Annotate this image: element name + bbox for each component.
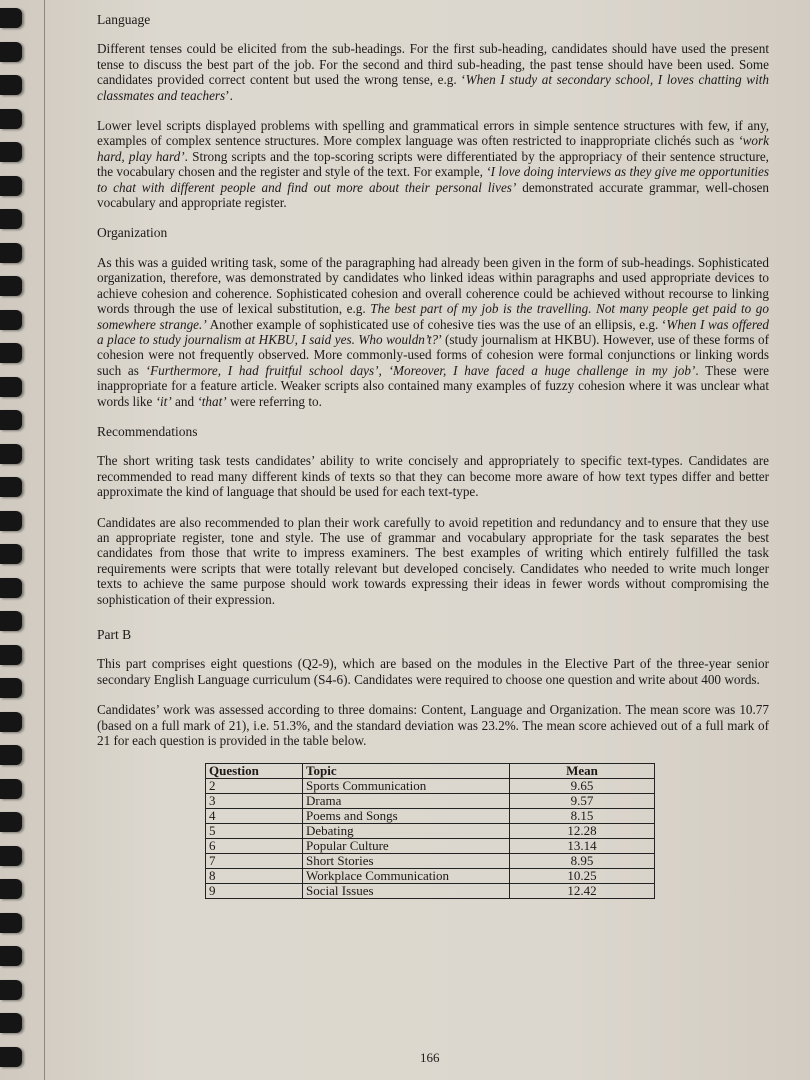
binding-ring [0, 8, 22, 28]
text-run: Lower level scripts displayed problems with spelling and grammatical errors in simple sentence structures with few, if any, examples of complex sentence structures. More complex language was often restricted to inappropriate clichés such as [97, 118, 769, 149]
table-row [206, 779, 655, 794]
quoted-example: The best part of my job is the travelling. Not many people get paid to go somewhere strange.’ [97, 301, 769, 332]
text-run: . Strong scripts and the top-scoring scripts were differentiated by the appropriacy of their sentence structure, the vocabulary chosen and the register and style of the text. For example, [97, 148, 769, 180]
topic-cell: Poems and Songs [303, 809, 510, 824]
spiral-binding [0, 0, 48, 1080]
binding-ring [0, 812, 22, 832]
table-header: Topic [303, 764, 510, 779]
text-run: demonstrated accurate grammar, well-chosen vocabulary and appropriate register. [97, 179, 769, 211]
binding-ring [0, 1013, 22, 1033]
question-cell: 3 [206, 794, 303, 809]
topic-cell: Social Issues [303, 884, 510, 899]
binding-ring [0, 1047, 22, 1067]
table-header: Mean [510, 764, 655, 779]
binding-ring [0, 176, 22, 196]
table-header: Question [206, 764, 303, 779]
paragraph [97, 702, 769, 748]
topic-cell: Workplace Communication [303, 869, 510, 884]
binding-ring [0, 276, 22, 296]
binding-ring [0, 142, 22, 162]
text-run: . These were inappropriate for a feature article. Weaker scripts also contained many examples of fuzzy cohesion where it was unclear what words like [97, 362, 769, 409]
table-row [206, 839, 655, 854]
section-heading: Part B [97, 627, 132, 642]
mean-cell: 13.14 [510, 839, 655, 854]
section-heading: Recommendations [97, 423, 198, 439]
binding-ring [0, 678, 22, 698]
quoted-example: ‘work hard, play hard’ [97, 133, 769, 164]
text-run: ’ (study journalism at HKBU). However, use of these forms of cohesion were not frequently observed. More commonly-used forms of cohesion were formal conjunctions or linking words such as [97, 331, 769, 378]
mean-cell: 12.42 [510, 884, 655, 899]
binding-ring [0, 712, 22, 732]
text-run: As this was a guided writing task, some of the paragraphing had already been given in the form of sub-headings. Sophisticated organization, therefore, was demonstrated by candidates who linked ideas within paragraphs and used appropriate devices to achieve cohesion and coherence. Sophisticated cohesion and overall coherence could be achieved without recourse to linking words through the use of lexical substitution, e.g. [97, 254, 769, 317]
mean-cell: 12.28 [510, 824, 655, 839]
binding-ring [0, 75, 22, 95]
question-cell: 6 [206, 839, 303, 854]
binding-ring [0, 109, 22, 129]
text-run: The short writing task tests candidates’ ability to write concisely and appropriately to specific text-types. Candidates are recommended to read many different kinds of texts so that they can become more aware of how text types differ and better approximate the kind of language that should be used for each text-type. [97, 453, 769, 500]
text-run: Candidates are also recommended to plan their work carefully to avoid repetition and redundancy and to ensure that they use an appropriate register, tone and style. The use of grammar and vocabulary appropriate for the task separates the best candidates from those that write to impress examiners. The best examples of writing which entirely fulfilled the task requirements were scripts that were totally relevant but developed concisely. Candidates who needed to write much longer texts to achieve the same purpose should work towards expressing their ideas in fewer words without compromising the sophistication of their expression. [97, 514, 769, 607]
table-row [206, 794, 655, 809]
table-row [206, 854, 655, 869]
mean-cell: 8.15 [510, 809, 655, 824]
quoted-example: ‘it’ [155, 393, 172, 409]
quoted-example: ‘I love doing interviews as they give me opportunities to chat with different people and find out more about their personal lives’ [97, 164, 770, 195]
question-cell: 4 [206, 809, 303, 824]
binding-ring [0, 611, 22, 631]
mean-cell: 8.95 [510, 854, 655, 869]
text-run: Candidates’ work was assessed according to three domains: Content, Language and Organization. The mean score was 10.77 (based on a full mark of 21), i.e. 51.3%, and the standard deviation was 23.2%. The mean score achieved out of a full mark of 21 for each question is provided in the table below. [97, 702, 769, 749]
mean-cell: 9.65 [510, 779, 655, 794]
question-cell: 9 [206, 884, 303, 899]
topic-cell: Short Stories [303, 854, 510, 869]
binding-ring [0, 879, 22, 899]
paragraph [97, 41, 769, 103]
question-cell: 5 [206, 824, 303, 839]
binding-ring [0, 511, 22, 531]
text-run: This part comprises eight questions (Q2-9), which are based on the modules in the Elective Part of the three-year senior secondary English Language curriculum (S4-6). Candidates were required to choose one question and write about 400 words. [97, 656, 769, 687]
binding-ring [0, 946, 22, 966]
quoted-example: ‘Furthermore, I had fruitful school days’, ‘Moreover, I have faced a huge challenge in my job’ [145, 362, 696, 378]
question-cell: 8 [206, 869, 303, 884]
table-row [206, 869, 655, 884]
table-row [206, 824, 655, 839]
table-row [206, 884, 655, 899]
mean-score-table [205, 763, 655, 899]
question-cell: 7 [206, 854, 303, 869]
quoted-example: ‘that’ [197, 393, 227, 409]
binding-ring [0, 343, 22, 363]
binding-ring [0, 377, 22, 397]
question-cell: 2 [206, 779, 303, 794]
binding-ring [0, 645, 22, 665]
binding-ring [0, 477, 22, 497]
section-heading: Language [97, 12, 151, 27]
topic-cell: Debating [303, 824, 510, 839]
section-heading: Organization [97, 225, 168, 241]
page-edge [44, 0, 45, 1080]
paragraph [97, 515, 769, 607]
binding-ring [0, 42, 22, 62]
paragraph [97, 255, 769, 409]
text-run: and [171, 393, 198, 409]
table-row [206, 809, 655, 824]
text-run: Different tenses could be elicited from the sub-headings. For the first sub-heading, candidates should have used the present tense to discuss the best part of the job. For the second and third sub-heading, the past tense should have been used. Some candidates provided correct content but used the wrong tense, e.g. ‘ [97, 41, 769, 88]
page-number: 166 [420, 1050, 440, 1065]
paragraph [97, 118, 769, 210]
text-run: ’. [225, 87, 233, 103]
binding-ring [0, 544, 22, 564]
paragraph [97, 656, 769, 687]
binding-ring [0, 846, 22, 866]
binding-ring [0, 410, 22, 430]
binding-ring [0, 310, 22, 330]
binding-ring [0, 209, 22, 229]
binding-ring [0, 243, 22, 263]
text-run: were referring to. [226, 393, 322, 409]
quoted-example: When I was offered a place to study journalism at HKBU, I said yes. Who wouldn’t? [97, 316, 769, 347]
topic-cell: Sports Communication [303, 779, 510, 794]
topic-cell: Popular Culture [303, 839, 510, 854]
binding-ring [0, 745, 22, 765]
binding-ring [0, 913, 22, 933]
text-run: Another example of sophisticated use of cohesive ties was the use of an ellipsis, e.g. ‘ [206, 316, 667, 332]
topic-cell: Drama [303, 794, 510, 809]
mean-cell: 9.57 [510, 794, 655, 809]
document-body [97, 12, 769, 899]
mean-cell: 10.25 [510, 869, 655, 884]
quoted-example: When I study at secondary school, I loves chatting with classmates and teachers [97, 72, 769, 103]
binding-ring [0, 578, 22, 598]
paragraph [97, 453, 769, 499]
binding-ring [0, 980, 22, 1000]
binding-ring [0, 444, 22, 464]
binding-ring [0, 779, 22, 799]
